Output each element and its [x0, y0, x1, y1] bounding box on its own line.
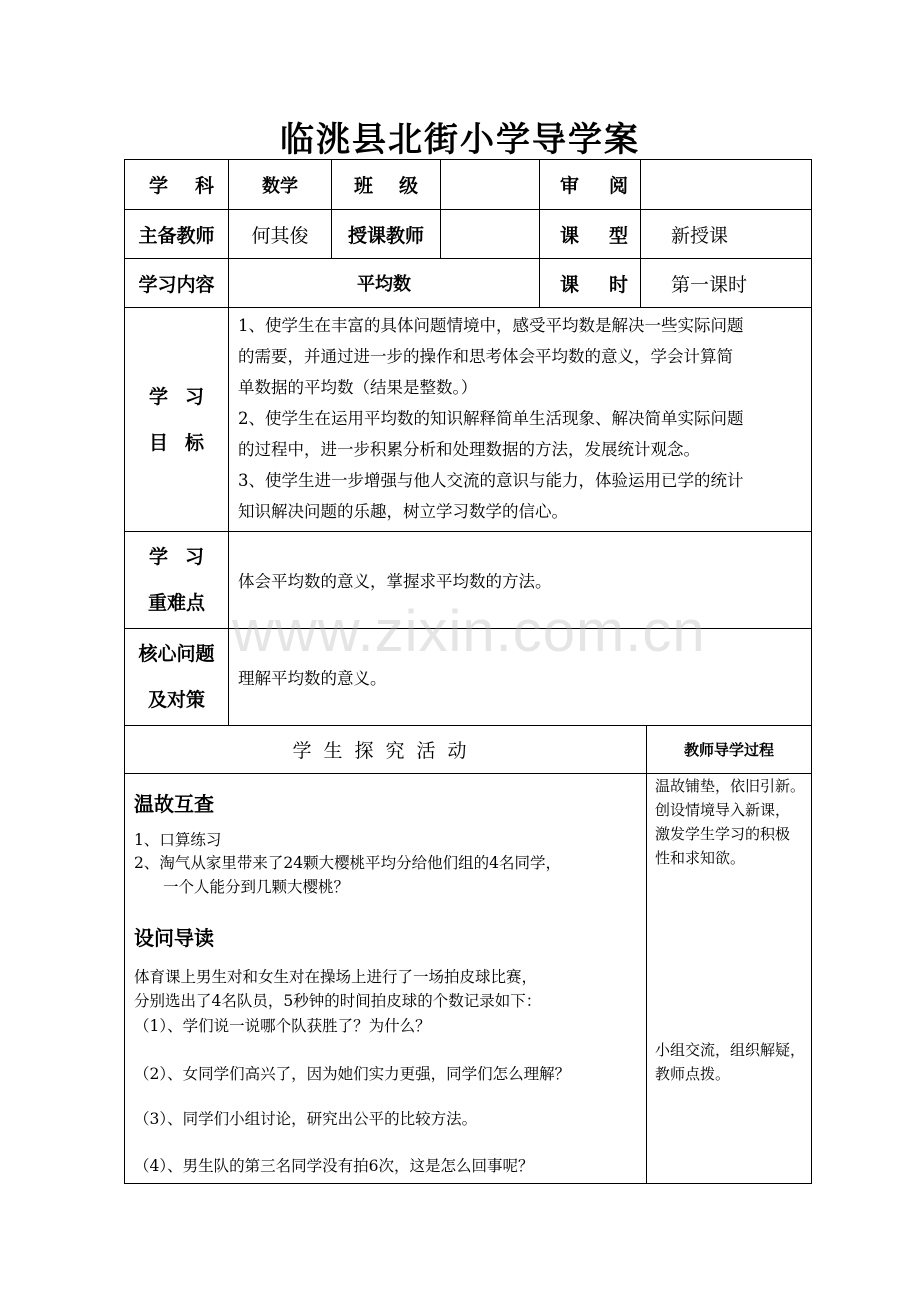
lesson-plan-table [124, 159, 812, 1184]
period-label: 课 时 [540, 259, 641, 308]
header-row-content [125, 259, 812, 308]
core-question-text: 理解平均数的意义。 [229, 629, 812, 726]
student-activity-cell [125, 774, 647, 1184]
content-label: 学习内容 [125, 259, 229, 308]
activity-header: 学生探究活动 [125, 726, 647, 774]
goal-line: 1、使学生在丰富的具体问题情境中，感受平均数是解决一些实际问题 [238, 316, 744, 335]
header-row-subject [125, 160, 812, 210]
review-label: 审 阅 [540, 160, 641, 210]
goal-line: 单数据的平均数（结果是整数。） [238, 378, 478, 397]
section-title-review: 温故互查 [134, 792, 214, 816]
content-value: 平均数 [229, 259, 540, 308]
activity-line: 分别选出了4名队员，5秒钟的时间拍皮球的个数记录如下： [134, 992, 542, 1010]
class-value [441, 160, 540, 210]
goal-line: 知识解决问题的乐趣，树立学习数学的信心。 [238, 502, 568, 521]
goals-row [125, 308, 812, 532]
key-points-text: 体会平均数的意义，掌握求平均数的方法。 [229, 532, 812, 629]
goal-line: 2、使学生在运用平均数的知识解释简单生活现象、解决简单实际问题 [238, 409, 744, 428]
activity-line: 2、淘气从家里带来了24颗大樱桃平均分给他们组的4名同学， [134, 854, 561, 872]
lesson-type-label: 课 型 [540, 210, 641, 259]
class-label: 班 级 [332, 160, 441, 210]
period-value: 第一课时 [641, 259, 812, 308]
page-title: 临洮县北街小学导学案 [280, 120, 640, 160]
activity-line: （4）、男生队的第三名同学没有拍6次，这是怎么回事呢？ [134, 1157, 534, 1175]
core-question-label: 核心问题 及对策 [125, 629, 229, 726]
teaching-teacher-label: 授课教师 [332, 210, 441, 259]
goals-text [229, 308, 812, 532]
teacher-guide-cell [647, 774, 812, 1184]
activity-line: 一个人能分到几颗大樱桃？ [163, 878, 350, 896]
activity-line: （1）、学们说一说哪个队获胜了？为什么？ [134, 1017, 431, 1035]
key-points-label: 学 习 重难点 [125, 532, 229, 629]
activity-header-row [125, 726, 812, 774]
teacher-note-review: 温故铺垫，依旧引新。 创设情境导入新课， 激发学生学习的积极 性和求知欲。 [655, 777, 806, 867]
subject-label: 学 科 [125, 160, 229, 210]
activity-line: （2）、女同学们高兴了，因为她们实力更强，同学们怎么理解？ [134, 1065, 571, 1083]
goal-line: 的需要，并通过进一步的操作和思考体会平均数的意义，学会计算简 [238, 347, 733, 366]
header-row-teacher [125, 210, 812, 259]
key-points-row [125, 532, 812, 629]
activity-line: 1、口算练习 [134, 831, 222, 849]
subject-value: 数学 [229, 160, 332, 210]
teaching-teacher-value [441, 210, 540, 259]
review-value [641, 160, 812, 210]
goal-line: 的过程中，进一步积累分析和处理数据的方法，发展统计观念。 [238, 440, 700, 459]
lead-teacher-value: 何其俊 [229, 210, 332, 259]
goal-line: 3、使学生进一步增强与他人交流的意识与能力，体验运用已学的统计 [238, 471, 744, 490]
activity-line: （3）、同学们小组讨论，研究出公平的比较方法。 [134, 1110, 478, 1128]
teacher-guide-header: 教师导学过程 [647, 726, 812, 774]
watermark: www.zixin.com.cn [232, 599, 706, 664]
lesson-type-value: 新授课 [641, 210, 812, 259]
section-title-guided-reading: 设问导读 [134, 926, 214, 950]
core-question-row [125, 629, 812, 726]
lead-teacher-label: 主备教师 [125, 210, 229, 259]
activity-line: 体育课上男生对和女生对在操场上进行了一场拍皮球比赛， [134, 968, 538, 986]
goals-label: 学 习 目 标 [125, 308, 229, 532]
teacher-note-discussion: 小组交流，组织解疑， 教师点拨。 [655, 1041, 806, 1083]
activity-body-row [125, 774, 812, 1184]
